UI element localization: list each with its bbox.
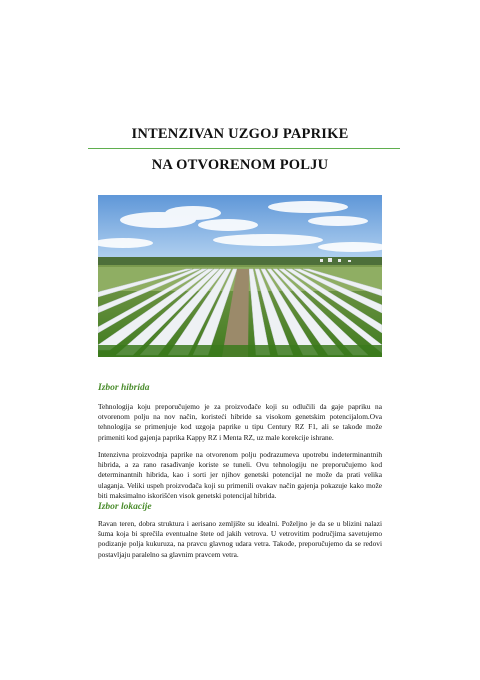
paragraph-location-1: Ravan teren, dobra struktura i aerisano zemljište su idealni. Poželjno je da se u blizini nalazi šuma koja bi sprečila eventualne štete od jakih vetrova. U vetrovitim područjima savetujemo podizanje polja kukuruza, na pravcu glavnog udara vetra. Takođe, preporučujemo da se redovi postavljaju paralelno sa glavnim pravcem vetra. — [98, 519, 382, 559]
section-heading-location: Izbor lokacije — [98, 502, 152, 512]
document-title-line-2: NA OTVORENOM POLJU — [151, 157, 329, 173]
title-divider — [88, 148, 400, 149]
document-title-line-1: INTENZIVAN UZGOJ PAPRIKE — [131, 126, 349, 142]
section-heading-hybrid: Izbor hibrida — [98, 383, 150, 393]
field-tunnels-photo — [98, 195, 382, 357]
paragraph-hybrid-1: Tehnologija koju preporučujemo je za proizvođače koji su odlučili da gaje papriku na otvorenom polju na nov način, koristeći hibride sa visokom genetskim potencijalom.Ova tehnologija se primenjuje kod uzgoja paprike u tipu Century RZ F1, ali se takođe može primeniti kod gajenja paprika Kappy RZ i Menta RZ, uz male korekcije ishrane. — [98, 402, 382, 442]
paragraph-hybrid-2: Intenzivna proizvodnja paprike na otvorenom polju podrazumeva upotrebu indeterminantnih hibrida, a za rano rasađivanje koriste se tuneli. Ovu tehnologiju ne preporučujemo kod determinantnih hibrida, kao i sorti jer njihov genetski potencijal ne može da prati velika ulaganja. Veliki uspeh proizvođača koji su primenili ovakav način gajenja pokazuje kako može biti maksimalno iskorišćen visok genetski potencijal hibrida. — [98, 450, 382, 500]
